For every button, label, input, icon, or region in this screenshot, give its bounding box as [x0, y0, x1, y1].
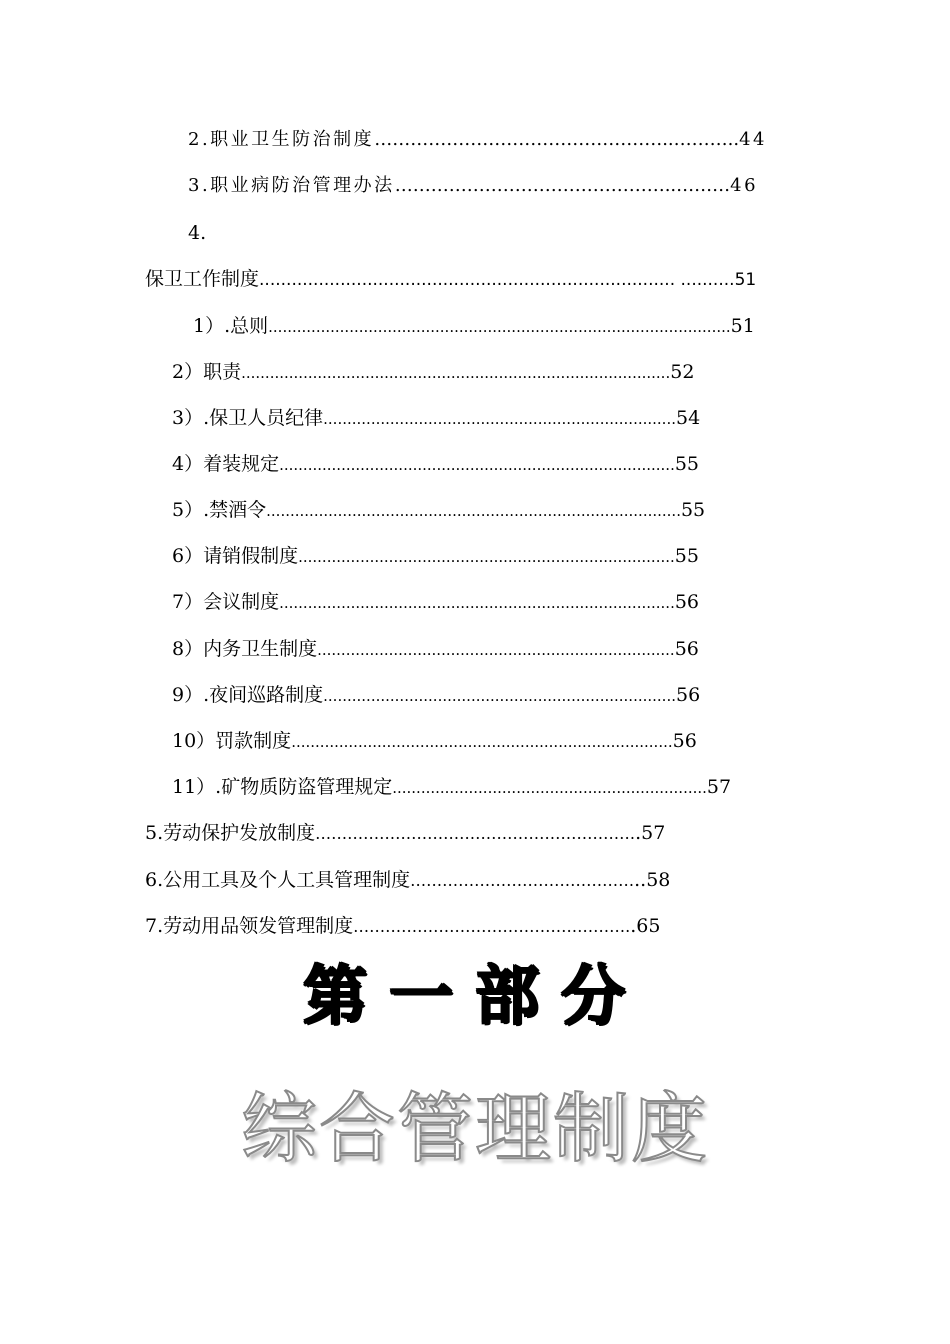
- toc-entry-2[interactable]: [188, 128, 767, 152]
- toc-subentry-10[interactable]: [172, 729, 697, 754]
- toc-entry-page: 51: [730, 315, 755, 337]
- toc-entry-title: 10）罚款制度: [172, 730, 292, 752]
- toc-entry-title: 2.职业卫生防治制度: [188, 129, 375, 150]
- toc-leader-dots: ..........................................................................: [323, 410, 676, 428]
- toc-leader-dots: ..........................................................................................: [241, 364, 671, 382]
- toc-entry-page: 57: [706, 776, 732, 798]
- toc-subentry-7[interactable]: [172, 590, 699, 615]
- toc-entry-4[interactable]: [145, 267, 756, 292]
- toc-entry-title: 9）.夜间巡路制度: [172, 684, 324, 706]
- toc-entry-title: 8）内务卫生制度: [172, 638, 318, 660]
- toc-leader-dots: ..........................................................................: [323, 687, 676, 705]
- toc-leader-dots: …………………………………………..………..: [374, 129, 740, 150]
- toc-entry-title: 11）.矿物质防盗管理规定: [172, 776, 393, 798]
- toc-entry-title: 5）.禁酒令: [172, 499, 267, 521]
- toc-entry-page: 55: [674, 545, 699, 567]
- toc-entry-title: 7）会议制度: [172, 591, 280, 613]
- toc-entry-page: 56: [675, 684, 701, 706]
- toc-leader-dots: .................................................................................................: [268, 318, 731, 336]
- toc-entry-page: ..58: [634, 869, 671, 891]
- toc-subentry-6[interactable]: [172, 544, 699, 569]
- toc-entry-page: 55: [680, 499, 706, 521]
- toc-subentry-5[interactable]: [172, 498, 705, 523]
- toc-entry-title: 保卫工作制度: [145, 268, 260, 290]
- part-subtitle: 综合管理制度: [241, 1084, 709, 1173]
- toc-entry-title: 7.劳动用品领发管理制度: [145, 915, 354, 937]
- toc-entry-title: 3.职业病防治管理办法: [188, 175, 395, 196]
- toc-entry-7[interactable]: [145, 914, 660, 939]
- toc-entry-3[interactable]: [188, 174, 758, 198]
- toc-leader-dots: ……………………………………………………: [315, 824, 636, 843]
- toc-leader-dots: ...............................................................................: [298, 548, 675, 566]
- toc-subentry-11[interactable]: [172, 775, 731, 800]
- toc-entry-5[interactable]: [145, 821, 665, 846]
- toc-leader-dots: ............................................................................. ..........: [259, 270, 735, 290]
- toc-entry-title: 2）职责: [172, 361, 242, 383]
- toc-leader-dots: ...........................................................................: [317, 641, 675, 659]
- toc-entry-page: 56: [674, 591, 700, 613]
- toc-entry-title: 6）请销假制度: [172, 545, 299, 567]
- toc-leader-dots: ...................................................................................: [279, 594, 675, 612]
- toc-entry-title: 6.公用工具及个人工具管理制度: [145, 869, 411, 891]
- toc-leader-dots: ..................................................................: [392, 779, 707, 797]
- toc-entry-page: 44: [739, 129, 767, 150]
- toc-entry-page: 56: [674, 638, 699, 660]
- toc-leader-dots: …………………………………………….: [353, 917, 631, 936]
- part-heading: 第一部分: [303, 960, 647, 1034]
- toc-entry-title: 1）.总则: [193, 315, 269, 337]
- toc-entry-page: 55: [674, 453, 700, 475]
- toc-entry-title: 4）着装规定: [172, 453, 280, 475]
- toc-leader-dots: ...................................................................................: [279, 456, 675, 474]
- toc-entry-title: 5.劳动保护发放制度: [145, 822, 316, 844]
- toc-entry-page: 46: [730, 175, 759, 196]
- toc-subentry-2[interactable]: [172, 360, 694, 385]
- toc-subentry-4[interactable]: [172, 452, 699, 477]
- toc-leader-dots: ................................................................................: [291, 733, 673, 751]
- toc-subentry-3[interactable]: [172, 406, 700, 431]
- toc-subentry-8[interactable]: [172, 637, 699, 662]
- toc-subentry-9[interactable]: [172, 683, 700, 708]
- toc-entry-4-number: 4.: [188, 222, 207, 244]
- toc-entry-6[interactable]: [145, 868, 670, 893]
- toc-entry-page: 56: [672, 730, 697, 752]
- toc-entry-page: 52: [670, 361, 695, 383]
- toc-leader-dots: ………………………………………..………: [394, 175, 731, 196]
- toc-entry-page: .65: [630, 915, 661, 937]
- toc-leader-dots: .......................................................................................: [266, 502, 681, 520]
- toc-leader-dots: ……………………………………: [410, 871, 635, 890]
- toc-subentry-1[interactable]: [193, 314, 755, 339]
- toc-entry-page: .57: [635, 822, 666, 844]
- toc-entry-title: 3）.保卫人员纪律: [172, 407, 324, 429]
- toc-entry-page: 54: [675, 407, 701, 429]
- toc-entry-page: 51: [734, 270, 757, 290]
